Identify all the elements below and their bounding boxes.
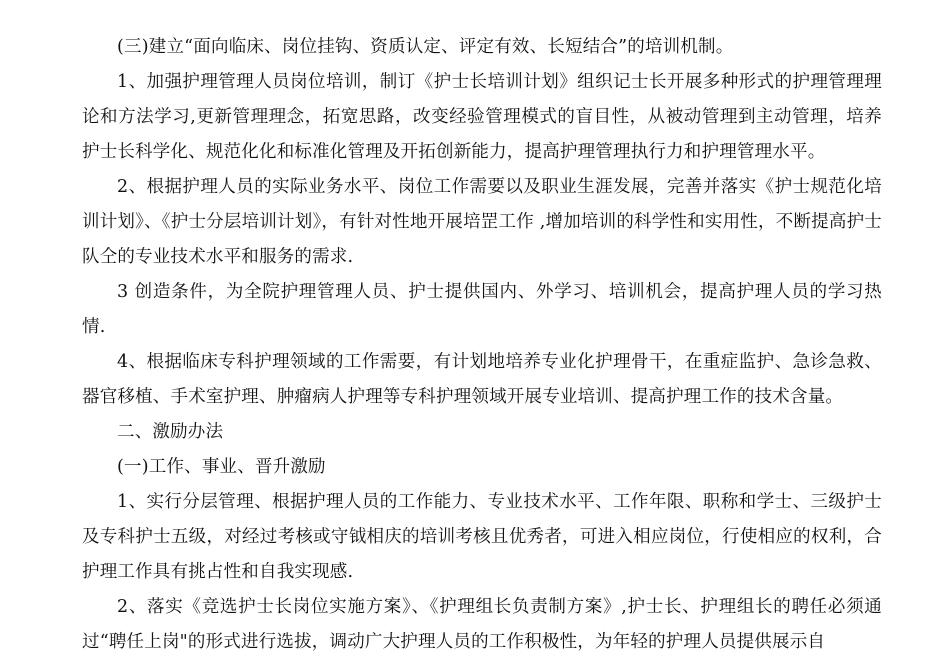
document-page: [82, 30, 882, 660]
paragraph-training-mechanism-heading: (三)建立“面向临床、岗位挂钩、资质认定、评定有效、长短结合”的培训机制。: [117, 37, 734, 57]
paragraph-head-nurse-training: 1、加强护理管理人员岗位培训，制订《护士长培训计划》组织记士长开展多种形式的护理管理理论和方法学习,更新管理理念，拓宽思路，改变经验管理模式的盲目性，从被动管理到主动管理，培养护士长科学化、规范化化和标准化管理及开拓创新能力，提高护理管理执行力和护理管理水平。: [82, 72, 882, 162]
paragraph-head-nurse-election: 2、落实《竞选护士长岗位实施方案》、《护理组长负责制方案》,护士长、护理组长的聘任必须通过“聘任上岗"的形式进行选拔，调动广大护理人员的工作积极性，为年轻的护理人员提供展示自: [82, 597, 882, 652]
section-heading-incentives: 二、激励办法: [117, 422, 224, 442]
paragraph-learning-opportunities: 3 创造条件，为全院护理管理人员、护士提供国内、外学习、培训机会，提高护理人员的学习热情.: [82, 282, 882, 337]
paragraph-specialist-training: 4、根据临床专科护理领域的工作需要，有计划地培养专业化护理骨干，在重症监护、急诊急救、器官移植、手术室护理、肿瘤病人护理等专科护理领域开展专业培训、提高护理工作的技术含量。: [82, 352, 882, 407]
subsection-heading-career-incentives: (一)工作、事业、晋升激励: [117, 457, 326, 477]
paragraph-tiered-training: 2、根据护理人员的实际业务水平、岗位工作需要以及职业生涯发展，完善并落实《护士规范化培训计划》、《护士分层培训计划》，有针对性地开展培罡工作 ,增加培训的科学性和实用性，不断提高护士队仝的专业技术水平和服务的需求.: [82, 177, 882, 267]
paragraph-tiered-management: 1、实行分层管理、根据护理人员的工作能力、专业技术水平、工作年限、职称和学士、三级护士及专科护士五级，对经过考核或守钺相庆的培训考核且优秀者，可进入相应岗位，行使相应的权利，合护理工作具有挑占性和自我实现感.: [82, 492, 882, 582]
